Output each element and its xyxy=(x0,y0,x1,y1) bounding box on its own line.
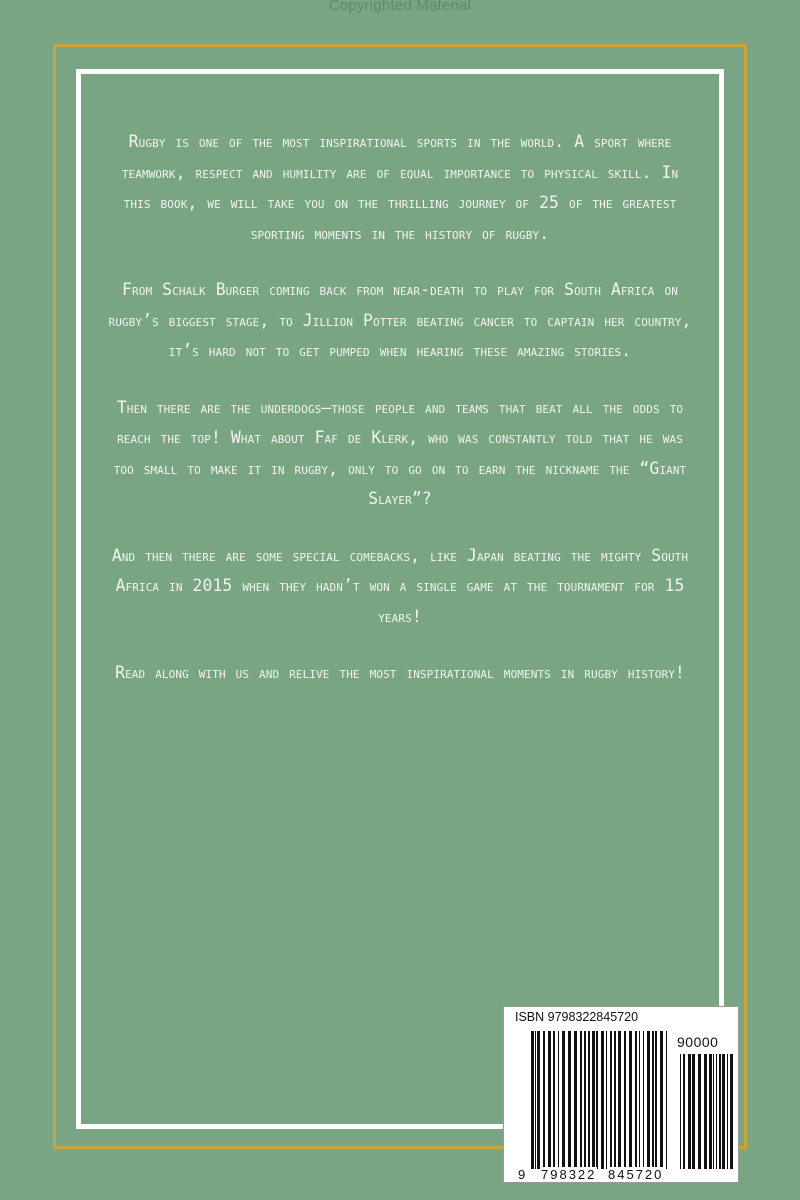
barcode-bar xyxy=(543,1031,545,1169)
barcode-addon-bar xyxy=(722,1054,725,1169)
barcode-bar xyxy=(643,1031,644,1169)
barcode-bar xyxy=(580,1031,582,1169)
barcode-bar xyxy=(535,1031,536,1169)
barcode-bar xyxy=(574,1031,577,1169)
barcode-bar xyxy=(548,1031,551,1169)
barcode-bar xyxy=(666,1031,667,1169)
copyright-watermark-top: Copyrighted Material xyxy=(328,0,472,14)
barcode-addon-bar xyxy=(680,1054,681,1169)
barcode-bar xyxy=(639,1031,640,1169)
isbn-label: ISBN 9798322845720 xyxy=(515,1010,639,1024)
barcode-addon-bar xyxy=(688,1054,691,1169)
barcode-bar xyxy=(562,1031,565,1169)
barcode-digit-group-1: 798322 xyxy=(541,1167,597,1182)
blurb-paragraph-2: From Schalk Burger coming back from near-death to play for South Africa on rugby’s biggest stage, to Jillion Potter beating cancer to captain her country, it’s hard not to get pumped when hearing these amazing stories. xyxy=(108,280,692,360)
barcode-bar xyxy=(568,1031,571,1169)
barcode-bar xyxy=(647,1031,650,1169)
barcode-bar xyxy=(596,1031,598,1169)
barcode-bar xyxy=(601,1031,604,1169)
back-cover-blurb xyxy=(104,127,696,715)
isbn-barcode xyxy=(503,1006,739,1183)
barcode-addon-bar xyxy=(713,1054,714,1169)
blurb-paragraph-5: Read along with us and relive the most inspirational moments in rugby history! xyxy=(115,663,685,682)
barcode-addon-bar xyxy=(692,1054,695,1169)
barcode-bar xyxy=(537,1031,540,1169)
barcode-addon-bar xyxy=(709,1054,712,1169)
barcode-addon-bar xyxy=(698,1054,701,1169)
barcode-bar xyxy=(584,1031,586,1169)
barcode-bar xyxy=(558,1031,559,1169)
barcode-bar xyxy=(614,1031,616,1169)
barcode-digit-group-2: 845720 xyxy=(608,1167,664,1182)
barcode-addon-bar xyxy=(727,1054,728,1169)
barcode-bar xyxy=(635,1031,637,1169)
barcode-addon-bar xyxy=(716,1054,717,1169)
barcode-bar xyxy=(655,1031,657,1169)
barcode-addon-bar xyxy=(719,1054,721,1169)
barcode-bar xyxy=(588,1031,590,1169)
barcode-addon-bar xyxy=(683,1054,685,1169)
barcode-digit-prefix: 9 xyxy=(518,1167,526,1182)
barcode-bar xyxy=(618,1031,621,1169)
barcode-bar xyxy=(610,1031,612,1169)
barcode-bar xyxy=(531,1031,534,1169)
barcode-addon-bar xyxy=(704,1054,707,1169)
price-code: 90000 xyxy=(677,1034,719,1050)
barcode-bar xyxy=(606,1031,607,1169)
blurb-paragraph-3: Then there are the underdogs—those people and teams that beat all the odds to reach the top! What about Faf de Klerk, who was constantly told that he was too small to make it in rugby, only to go on to earn the nickname the “Giant Slayer”? xyxy=(113,397,687,508)
barcode-addon-bar xyxy=(730,1054,733,1169)
barcode-bar xyxy=(660,1031,663,1169)
barcode-bar xyxy=(629,1031,632,1169)
barcode-addon-bars xyxy=(680,1054,734,1169)
blurb-paragraph-4: And then there are some special comebacks, like Japan beating the mighty South Africa in 2015 when they hadn’t won a single game at the tournament for 15 years! xyxy=(111,545,689,626)
barcode-bar xyxy=(624,1031,626,1169)
barcode-bar xyxy=(553,1031,555,1169)
barcode-bar xyxy=(592,1031,595,1169)
barcode-bar xyxy=(652,1031,654,1169)
barcode-bars xyxy=(531,1031,667,1169)
blurb-paragraph-1: Rugby is one of the most inspirational sports in the world. A sport where teamwork, respect and humility are of equal importance to physical skill. In this book, we will take you on the thrilling journey of 25 of the greatest sporting moments in the history of rugby. xyxy=(121,132,679,243)
